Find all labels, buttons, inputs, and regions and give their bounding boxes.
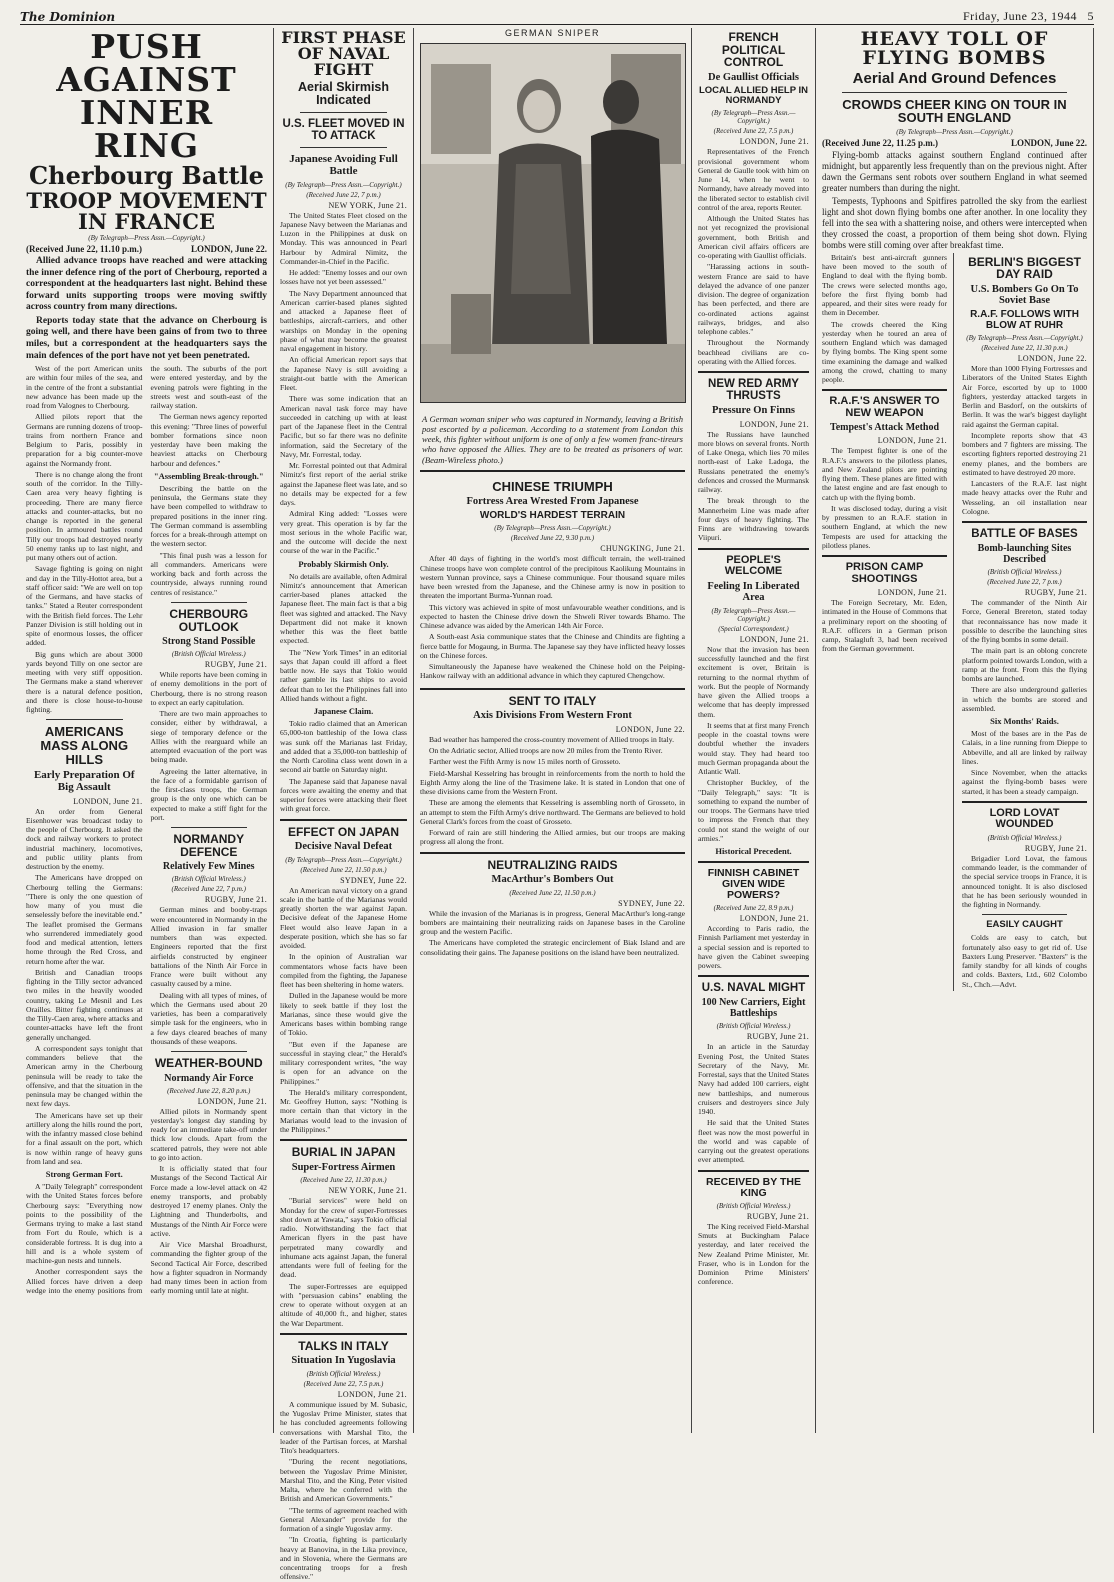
section-title: SENT TO ITALY — [508, 693, 597, 708]
paragraph: Admiral King added: "Losses were very great. This operation is by far the most serious in the whole Pacific war, and the outcome will decide the next course of the war in the Pacific." — [280, 509, 407, 556]
paragraph: Now that the invasion has been successfully launched and the first excitement is over, Britain is returning to the normal rhythm of work. But the people of Normandy have given the Allied troops a welcome that has deeply impressed them. — [698, 644, 809, 719]
dateline: LONDON, June 21. — [337, 1389, 407, 1399]
paragraph: Throughout the Normandy beachhead civilians are co-operating with the Allied forces. — [698, 338, 809, 366]
section-subtitle: Feeling In Liberated Area — [707, 580, 800, 604]
paragraph: Tokio radio claimed that an American 65,000-ton battleship of the Iowa class was sunk off the Marianas last Friday, and added that a 35,000-ton battleship of the North Carolina class went down in a second air battle on Saturday night. — [280, 719, 407, 775]
received: (Received June 22, 7 p.m.) — [306, 190, 381, 199]
section-title: R.A.F.'S ANSWER TO NEW WEAPON — [829, 395, 940, 419]
paragraph: According to Paris radio, the Finnish Parliament met yesterday in a special session and is reported to have given the Cabinet sweeping powers. — [698, 924, 809, 971]
section-title: U.S. NAVAL MIGHT — [701, 982, 806, 995]
section-title: CHINESE TRIUMPH — [492, 478, 613, 494]
received-line: (Received June 22, 11.25 p.m.) LONDON, June 22. — [822, 138, 1087, 149]
dateline: LONDON, June 21. — [73, 796, 143, 806]
dateline: LONDON, June 21. — [877, 588, 947, 598]
paragraph: Bad weather has hampered the cross-country movement of Allied troops in Italy. — [429, 734, 674, 744]
paragraph: The "New York Times" in an editorial says that Japan could ill afford a fleet battle now. He says that Tokio would rather gamble its last ships to avoid defeat than to let the Philippines fall into Allied hands without a fight. — [280, 647, 407, 703]
masthead — [20, 6, 1094, 25]
paragraph: Forward of rain are still hindering the Allied armies, but our troops are making progress all along the front. — [420, 828, 685, 847]
paragraph: Savage fighting is going on night and day in the Tilly-Hottot area, but a staff officer said: "We are well on top of the Germans, and have stacks of tanks." Stated a Reuter correspondent with the British field forces. The Lehr Panzer Division is still holding out in spite of enormous losses, the officer added. — [26, 564, 143, 648]
paragraph: There was some indication that an American naval task force may have succeeded in catching up with at least part of the Japanese fleet in the Central Pacific, but so far there was no definite information, said the Secretary of the Navy, Mr. Forrestal, today. — [280, 394, 407, 459]
section-subtitle: Bomb-launching Sites Described — [977, 543, 1072, 566]
dateline: LONDON, June 21. — [739, 634, 809, 644]
paragraph: The Americans have set up their artillery along the hills round the port, with the infantry massed close behind for a final assault on the port, which is now within range of heavy guns from land and sea. — [26, 1110, 143, 1166]
subheading: Six Months' Raids. — [990, 716, 1059, 727]
subhead: Aerial Skirmish Indicated — [297, 80, 389, 108]
paragraph: Since November, when the attacks against the flying-bomb bases were started, it has been a steady campaign. — [962, 768, 1087, 796]
section-subtitle: 100 New Carriers, Eight Battleships — [701, 997, 806, 1020]
credit: (By Telegraph—Press Assn.—Copyright.) — [896, 128, 1013, 137]
paragraph: The Herald's military correspondent, Mr. Geoffrey Hutton, says: "Nothing is more certain than that victory in the Marianas would lead to the invasion of the Philippines." — [280, 1087, 407, 1134]
advert-title: EASILY CAUGHT — [986, 919, 1063, 931]
paragraph: Dealing with all types of mines, of which the Germans used about 20 varieties, has been a comparatively simple task for the engineers, who in a few days cleared beaches of many thousands of these weapons. — [150, 990, 267, 1046]
subheading: Probably Skirmish Only. — [298, 558, 389, 569]
paragraph: There is no change along the front south of the corridor. In the Tilly-Caen area very heavy fighting is proceeding. There are many fierce attacks and counter-attacks, but no change is reported in the general position. In armoured battles round Tilly our troops had destroyed nearly 50 enemy tanks up to last night, and put many others out of action. — [26, 469, 143, 563]
received: (Received June 22, 7.5 p.m.) — [303, 1379, 384, 1388]
paragraph: He said that the United States fleet was now the most powerful in the world and was capable of carrying out the greatest operations ever attempted. — [698, 1118, 809, 1165]
column-4 — [692, 28, 816, 1433]
section-subtitle: De Gaullist Officials — [708, 71, 799, 83]
column-5 — [816, 28, 1094, 1433]
paragraph: An official American report says that the Japanese Navy is still avoiding a straight-out battle with the American Fleet. — [280, 355, 407, 393]
dateline: RUGBY, June 21. — [1024, 588, 1087, 598]
paragraph: The Americans have completed the strategic encirclement of Biak Island and are consolidating their gains. The Japanese positions on the island have been neutralized. — [420, 938, 685, 957]
column-3 — [414, 28, 692, 1433]
sniper-photo — [420, 43, 686, 403]
received: (Received June 22, 8.20 p.m.) — [167, 1086, 251, 1095]
dateline: NEW YORK, June 21. — [328, 1186, 407, 1196]
section-subtitle: Strong Stand Possible — [162, 636, 256, 648]
paragraph: There are two main approaches to consider, either by withdrawal, a siege of temporary defence or the Allies with the rearguard while an attempted evacuation of the port was being made. — [150, 709, 267, 765]
paragraph: Most of the bases are in the Pas de Calais, in a line running from Dieppe to Abbeville, and all are linked by railway lines. — [962, 729, 1087, 766]
credit: (By Telegraph—Press Assn.—Copyright.) — [711, 606, 796, 623]
photo-caption: A German woman sniper who was captured in Normandy, leaving a British post escorted by a policeman. According to a statement from London this week, this fighter without uniform is one of only a few women franc-tireurs who have opposed the Allies. They are to be treated as prisoners of war. (Beam-Wireless photo.) — [422, 414, 683, 465]
paragraph: In an article in the Saturday Evening Post, the United States Secretary of the Navy, Mr. Forrestal, says that the United States Navy had added 100 carriers, eight new battleships, and numerous cruisers and destroyers since July 1940. — [698, 1042, 809, 1117]
paragraph: These are among the elements that Kesselring is assembling north of Grosseto, in an attempt to stem the Fifth Army's drive northward. The Germans are believed to hold General Clark's forces from the coast of Grosseto. — [420, 798, 685, 826]
section-subtitle: Fortress Area Wrested From Japanese — [466, 496, 639, 508]
paragraph: Agreeing the latter alternative, in the face of a formidable garrison of the first-class troops, the German group is the only one which can be expected to make a stiff fight for the port. — [150, 766, 267, 822]
section-subtitle: MacArthur's Bombers Out — [491, 874, 614, 886]
dateline: RUGBY, June 21. — [204, 660, 267, 670]
paragraph: It was disclosed today, during a visit by pressmen to an R.A.F. station in southern England, at which the new Tempests are used for attacking the pilotless planes. — [822, 503, 947, 550]
photo-label: GERMAN SNIPER — [504, 28, 600, 38]
section-subtitle: Decisive Naval Defeat — [294, 841, 393, 853]
lead-paragraph-2: Tempests, Typhoons and Spitfires patrolled the sky from the earliest light and shot down flying bombs one after another. In one locality they fell into the sea with a shattering noise, and others were intercepted when they crossed the coast, a proportion of them being shot down. Flying bombs were still coming over after breakfast time. — [822, 195, 1087, 250]
paragraph: German mines and booby-traps were encountered in Normandy in the Allied invasion in far smaller numbers than was expected. Engineers reported that the first airfields constructed by engineer battalions of the Ninth Air Force in France were built without any casualty caused by a mine. — [150, 905, 267, 989]
section-title: BATTLE OF BASES — [971, 528, 1078, 541]
paragraph: Lancasters of the R.A.F. last night made heavy attacks over the Ruhr and Wesseling, an oil installation near Cologne. — [962, 479, 1087, 516]
article-body — [26, 364, 267, 1296]
dateline: LONDON, June 21. — [877, 436, 947, 446]
section-title: NEW RED ARMY THRUSTS — [708, 378, 799, 403]
subheading: Strong German Fort. — [45, 1169, 123, 1180]
paragraph: The Foreign Secretary, Mr. Eden, intimated in the House of Commons that a preliminary report on the shooting of R.A.F. officers in a German prison camp, Stalagluft 3, had been received from the German government. — [822, 598, 947, 654]
dateline: RUGBY, June 21. — [746, 1032, 809, 1042]
paragraph: British and Canadian troops fighting in the Tilly sector advanced two miles in the heavily wooded country, taking Le Mesnil and Les Orailles. Bitter fighting continues at the Tilly-Caen area, where attacks and counter-attacks have left the front generally unchanged. — [26, 967, 143, 1042]
section-subtitle: U.S. Bombers Go On To Soviet Base — [970, 283, 1079, 307]
paragraph: Mr. Forrestal pointed out that Admiral Nimitz's first report of the aerial strike against the Japanese fleet was late, and so no details may be expected for a few days. — [280, 461, 407, 508]
section-subtitle: LOCAL ALLIED HELP IN NORMANDY — [698, 85, 809, 107]
paragraph: The Americans have dropped on Cherbourg telling the Germans: "There is only the one question of how many of you must die senselessly before the inevitable end." The leaflet promised the Germans who surrendered immediately good food and medical attention, letters home through the Red Cross, and return home after the war. — [26, 873, 143, 966]
paragraph: Allied pilots report that the Germans are running dozens of troop-trains from northern France and Belgium to Paris, possibly in preparation for a big counter-move against the Normandy front. — [26, 412, 143, 468]
paragraph: Air Vice Marshal Broadhurst, commanding the fighter group of the Second Tactical Air Force, described how a fighter squadron in Normandy had many times been in action from early morning until late at night. — [150, 1240, 267, 1296]
paragraph: "Harassing actions in south-western France are said to have delayed the advance of one panzer division. The degree of organization has been perfected, and there are co-ordinated actions against railways, bridges, and also telephone cables." — [698, 262, 809, 337]
section-title: FRENCH POLITICAL CONTROL — [721, 30, 786, 70]
section-subtitle: Early Preparation Of Big Assault — [33, 769, 135, 794]
paragraph: The crowds cheered the King yesterday when he toured an area of southern England which was damaged by flying bombs. The King spent some time examining the damage and walked among the crowd, chatting to many people. — [822, 319, 947, 384]
dateline: CHUNGKING, June 21. — [600, 544, 685, 554]
received: (Received June 22, 8.9 p.m.) — [713, 904, 794, 913]
paragraph: A communique issued by M. Subasic, the Yugoslav Prime Minister, states that he has concluded agreements following conversations with Marshal Tito, the leader of the Partisan forces, at Marshal Tito's headquarters. — [280, 1399, 407, 1456]
paragraph: Britain's best anti-aircraft gunners have been moved to the south of England to deal with the flying bomb. The crews were selected months ago, before the first flying bomb had appeared, and their sites were ready for them in December. — [822, 252, 947, 318]
credit: (British Official Wireless.) — [716, 1201, 791, 1210]
paragraph: Although the United States has not yet recognized the provisional government, both British and American civil affairs officers are co-operating with Gaullist officials. — [698, 214, 809, 261]
received: (Received June 22, 7.5 p.m.) — [713, 127, 794, 136]
section-title: EFFECT ON JAPAN — [287, 824, 400, 839]
paragraph: It seems that at first many French people in the coastal towns were doubtful whether the invaders would stay. They had heard too much German propaganda about the Atlantic Wall. — [698, 720, 809, 777]
paragraph: Simultaneously the Japanese have weakened the Chinese hold on the Peiping-Hankow railway with an additional advance in which they captured Chengchow. — [420, 662, 685, 681]
side-articles — [962, 253, 1087, 991]
received: (Received June 22, 11.50 p.m.) — [509, 888, 596, 897]
section-title: CHERBOURG OUTLOOK — [169, 606, 249, 634]
paragraph: An American naval victory on a grand scale in the battle of the Marianas would greatly shorten the war against Japan. Decisive defeat of the Japanese Home Fleet would also leave Japan in a desperate position, which she has so far avoided. — [280, 885, 407, 951]
paragraph: After 40 days of fighting in the world's most difficult terrain, the well-trained Chinese troops have won complete control of the precipitous Kaolikung Mountains in western Yunnan province, says a Chinese communique. Four thousand square miles have been wrested from the Japanese, and the Chinese army is now in position to threaten the important Burma-Yunnan road. — [420, 554, 685, 601]
dateline: LONDON, June 21. — [739, 419, 809, 429]
section-subtitle: WORLD'S HARDEST TERRAIN — [479, 509, 626, 521]
credit: (British Official Wireless.) — [987, 833, 1062, 842]
dateline: RUGBY, June 21. — [746, 1211, 809, 1221]
subhead-cherbourg: Cherbourg Battle — [29, 161, 264, 190]
received: (Received June 22, 11.50 p.m.) — [300, 865, 387, 874]
received: (Received June 22, 9.30 p.m.) — [510, 534, 595, 543]
subheading: "Assembling Break-through." — [153, 470, 264, 481]
dateline: LONDON, June 21. — [739, 914, 809, 924]
credit: (British Official Wireless.) — [716, 1022, 791, 1031]
paragraph: Representatives of the French provisional government whom General de Gaulle took with him on June 14, when he went to Normandy, have already moved into the liberated sector to establish civil control of the area, reports Reuter. — [698, 147, 809, 212]
received: (Received June 22, 7 p.m.) — [171, 885, 246, 894]
paragraph: The German news agency reported this evening: "Three lines of powerful bomber formations since noon yesterday have been making the heaviest attacks on Cherbourg harbour and defences." — [150, 412, 267, 468]
section-title: WEATHER-BOUND — [154, 1056, 263, 1071]
section-title: BERLIN'S BIGGEST DAY RAID — [968, 254, 1081, 282]
paragraph: Another correspondent says the Allied forces have driven a deep wedge into the enemy positions from the south. The suburbs of the port were entered yesterday, and by the evening patrols were fighting in the streets west and south-east of the railway station. — [26, 364, 267, 1295]
paragraph: On the Adriatic sector, Allied troops are now 20 miles from the Trento River. — [429, 746, 663, 756]
section-subtitle: Tempest's Attack Method — [829, 422, 940, 434]
dateline: SYDNEY, June 22. — [618, 898, 685, 908]
credit: (British Official Wireless.) — [987, 568, 1062, 577]
section-title: FINNISH CABINET GIVEN WIDE POWERS? — [707, 867, 800, 902]
credit: (By Telegraph—Press Assn.—Copyright.) — [711, 109, 796, 126]
paragraph: The Japanese said that Japanese naval forces were awaiting the enemy and that superior forces were attacking their fleet with great force. — [280, 776, 407, 814]
paragraph: "During the recent negotiations, between the Yugoslav Prime Minister, Marshal Tito, and the King, Peter visited Malta, where he conferred with the British and American Governments." — [280, 1457, 407, 1504]
paragraph: "In Croatia, fighting is particularly heavy at Banovina, in the Lika province, and in Slovenia, where the Germans are concentrating troops for a fresh offensive." — [280, 1535, 407, 1582]
chinese-triumph-article — [420, 477, 685, 683]
dateline: RUGBY, June 21. — [204, 895, 267, 905]
advert-text: Colds are easy to catch, but fortunately also easy to get rid of. Use Baxters Lung Preserver. "Baxters" is the family standby for all kinds of coughs and colds. Baxters, Ltd., 602 Colombo St., Chch.—Advt. — [962, 933, 1087, 989]
issue-date: Friday, June 23, 1944 5 — [962, 9, 1094, 23]
paragraph: The main part is an oblong concrete platform pointed towards London, with a ramp at the front. From this the flying bombs are launched. — [962, 646, 1087, 684]
lead-paragraph: Allied advance troops have reached and were attacking the inner defence ring of the port of Cherbourg, reported a correspondent at the headquarters last night. Behind these forward units supporting troops were moving swiftly across country from many directions. — [26, 256, 267, 313]
paragraph: The United States Fleet closed on the Japanese Navy between the Marianas and Luzon in the Philippines at dusk on Monday. This was announced in Pearl Harbour by Admiral Nimitz, the Commander-in-Chief in the Pacific. — [280, 210, 407, 266]
paragraph: Describing the battle on the peninsula, the Germans state they have been compelled to withdraw to prepared positions in the inner ring. The German command is assembling forces for a break-through attempt on the western sector. — [150, 483, 267, 549]
column-1 — [20, 28, 274, 1433]
credit: (British Official Wireless.) — [171, 650, 246, 659]
paragraph: The commander of the Ninth Air Force, General Brereton, stated today that reconnaissance has now made it possible to describe the launching sites of the flying bombs in some detail. — [962, 598, 1087, 645]
paragraph: The break through to the Mannerheim Line was made after four days of heavy fighting. The Finns are withdrawing towards Viipuri. — [698, 496, 809, 543]
dateline: LONDON, June 22. — [615, 724, 685, 734]
section-subtitle: Situation In Yugoslavia — [291, 1355, 396, 1367]
paragraph: The super-Fortresses are equipped with "persuasion cabins" enabling the crew to operate without oxygen at an altitude of 40,000 ft., and higher, states the War Department. — [280, 1281, 407, 1328]
paragraph: The Tempest fighter is one of the R.A.F.'s answers to the pilotless planes, and New Zealand pilots are pointing flying them. These planes are fitted with the latest engine and are fast enough to catch up with the flying bomb. — [822, 446, 947, 502]
headline-flying-bombs: HEAVY TOLL OF FLYING BOMBS — [860, 28, 1049, 69]
subheading: Historical Precedent. — [715, 846, 792, 857]
flying-bombs-continued — [822, 253, 954, 991]
credit: (By Telegraph—Press Assn.—Copyright.) — [285, 855, 402, 864]
paragraph: Dulled in the Japanese would be more likely to seek battle if they lost the Marianas, since these would give the Americans bases within bombing range of Tokio. — [280, 991, 407, 1038]
paragraph: This victory was achieved in spite of most unfavourable weather conditions, and is expected to hasten the Chinese drive down the Shweli River towards Bhamo. The Chinese advance was aided by the American 14th Air Force. — [420, 602, 685, 631]
headline-naval: FIRST PHASE OF NAVAL FIGHT — [281, 28, 406, 79]
lead-paragraph: Flying-bomb attacks against southern England continued after midnight, but apparently less frequently than on the previous night. After dawn the Germans sent robots over southern England in what seemed greater numbers than during the night. — [822, 150, 1087, 193]
section-title: RECEIVED BY THE KING — [706, 1175, 801, 1199]
paragraph: Field-Marshal Kesselring has brought in reinforcements from the north to hold the Eighth Army along the line of the Trasimene lake. It is stated in London that one of these divisions came from the Western Front. — [420, 768, 685, 797]
section-title: LORD LOVAT WOUNDED — [989, 806, 1060, 831]
credit: (By Telegraph—Press Assn.—Copyright.) — [494, 524, 611, 533]
credit: (British Official Wireless.) — [171, 875, 246, 884]
credit: (By Telegraph—Press Assn.—Copyright.) — [966, 334, 1083, 343]
received: (Received June 22, 11.30 p.m.) — [981, 344, 1068, 353]
paragraph: Brigadier Lord Lovat, the famous commando leader, is the commander of the special service troops in France, it is announced tonight. It is also disclosed that he has been seriously wounded in the fighting in Normandy. — [962, 853, 1087, 910]
credit: (British Official Wireless.) — [306, 1369, 381, 1378]
section-subtitle: Super-Fortress Airmen — [291, 1161, 396, 1173]
section-subtitle: Axis Divisions From Western Front — [473, 710, 632, 722]
lead-paragraph-2: Reports today state that the advance on Cherbourg is going well, and there have been gains of from two to three miles, but a correspondent at the headquarters says the main defences of the port have not yet been penetrated. — [26, 315, 267, 361]
paragraph: "This final push was a lesson for all commanders. Americans were working back and forth across the countryside, always running round centres of resistance." — [150, 550, 267, 597]
paragraph: Allied pilots in Normandy spent yesterday's longest day standing by ready for an immediate take-off under thick low clouds. Apart from the scattered patrols, they were not able to go into action. — [150, 1106, 267, 1162]
subhead: Japanese Avoiding Full Battle — [289, 153, 398, 178]
section-title: NEUTRALIZING RAIDS — [487, 857, 618, 872]
paragraph: The Navy Department announced that American carrier-based planes sighted and attacked a Japanese fleet of battleships, aircraft-carriers, and other warships on Monday in the opening phase of what may become the greatest naval engagement in history. — [280, 288, 407, 354]
paragraph: "Burial services" were held on Monday for the crew of super-Fortresses shot down at Yawata," says Tokio official radio. Notwithstanding the fact that American flyers in the past have perpetrated many cowardly and inhumane acts against Japan, the funeral attendants were full of feeling for the dead. — [280, 1196, 407, 1280]
paragraph: An order from General Eisenhower was broadcast today to the people of Cherbourg. It asked the dock and railway workers to protect industrial machinery, locomotives, and public utility plants from destruction by the enemy. — [26, 806, 143, 872]
section-subtitle: Normandy Air Force — [164, 1072, 254, 1084]
paragraph: Farther west the Fifth Army is now 15 miles north of Grosseto. — [429, 757, 621, 767]
subhead: U.S. FLEET MOVED IN TO ATTACK — [282, 118, 405, 143]
section-subtitle: Pressure On Finns — [711, 405, 796, 417]
section-subtitle: R.A.F. FOLLOWS WITH BLOW AT RUHR — [970, 309, 1079, 331]
dateline: NEW YORK, June 21. — [328, 200, 407, 210]
headline-push: PUSH AGAINST INNER RING — [56, 27, 237, 165]
subhead-troop: TROOP MOVEMENT IN FRANCE — [26, 188, 267, 234]
dateline: LONDON, June 21. — [197, 1096, 267, 1106]
dateline: SYDNEY, June 22. — [340, 875, 407, 885]
section-title: PEOPLE'S WELCOME — [724, 553, 783, 578]
paragraph: Big guns which are about 3000 yards beyond Tilly on one sector are meeting with very stiff opposition. The Germans make a stand wherever there is a natural defence position, and there is close house-to-house fighting. — [26, 649, 143, 715]
paragraph: No details are available, often Admiral Nimitz's announcement that American carrier-based planes attacked the Japanese fleet. The main fact is that a big fleet was sighted and attacked. The Navy Department did not make it known whether this was the fleet battle expected. — [280, 571, 407, 646]
received: (Received June 22, 11.30 p.m.) — [300, 1176, 387, 1185]
dateline: LONDON, June 22. — [1017, 354, 1087, 364]
paper-name: The Dominion — [20, 10, 116, 24]
section-title: TALKS IN ITALY — [298, 1338, 389, 1353]
paragraph: West of the port American units are within four miles of the sea, and in the centre of the front a substantial new advance has been made up the road from Valognes to Cherbourg. — [26, 364, 143, 411]
paragraph: The King received Field-Marshal Smuts at Buckingham Palace yesterday, and later received the New Zealand Prime Minister, Mr. Fraser, who is in London for the Dominion Prime Ministers' conference. — [698, 1221, 809, 1287]
section-title: AMERICANS MASS ALONG HILLS — [40, 724, 129, 767]
paragraph: He added: "Enemy losses and our own losses have not yet been assessed." — [280, 268, 407, 287]
received: (Received June 22, 7 p.m.) — [987, 578, 1062, 587]
subheading: Japanese Claim. — [313, 706, 374, 717]
credit: (By Telegraph—Press Assn.—Copyright.) — [285, 180, 402, 189]
section-subtitle: Relatively Few Mines — [162, 861, 255, 873]
subhead: CROWDS CHEER KING ON TOUR IN SOUTH ENGLAND — [842, 96, 1067, 126]
paragraph: While the invasion of the Marianas is in progress, General MacArthur's long-range bombers are maintaining their neutralizing raids on Japanese bases in the Caroline group and the western Pacific. — [420, 908, 685, 937]
dateline: LONDON, June 21. — [739, 137, 809, 147]
paragraph: The Russians have launched more blows on several fronts. North of Lake Onega, which lies 70 miles north-east of Lake Ladoga, the Russians penetrated the enemy's defences and crossed the Murmansk railway. — [698, 429, 809, 495]
section-title: NORMANDY DEFENCE — [173, 832, 245, 859]
column-2 — [274, 28, 414, 1582]
paragraph: It is officially stated that four Mustangs of the Second Tactical Air Force made a low-level attack on 42 enemy transports, and probably destroyed 17 enemy planes. Only the Lightning and Thunderbolts, and Mustangs of the Ninth Air Force were active. — [150, 1164, 267, 1238]
paragraph: "But even if the Japanese are successful in staying clear," the Herald's military correspondent writes, "the way is open for an advance on the Philippines." — [280, 1039, 407, 1086]
paragraph: Christopher Buckley, of the "Daily Telegraph," says: "It is something to expand the number of our troops. The Germans have tried to impress the French that they could not stand the weight of our armies." — [698, 778, 809, 843]
paragraph: More than 1000 Flying Fortresses and Liberators of the United States Eighth Air Force, escorted by up to 1000 fighters, yesterday attacked targets in Berlin and Basdorf, on the outskirts of Berlin. It was the war's biggest daylight raid against the German capital. — [962, 364, 1087, 429]
paragraph: "The terms of agreement reached with General Alexander" provide for the formation of a single Yugoslav army. — [280, 1505, 407, 1534]
paragraph: While reports have been coming in of enemy demolitions in the port of Cherbourg, there is no strong reason to expect an early capitulation. — [150, 670, 267, 707]
paragraph: In the opinion of Australian war commentators whose facts have been compiled from the fighting, the Japanese fleet has been sheltering in home waters. — [280, 952, 407, 990]
subhead: Aerial And Ground Defences — [852, 70, 1057, 87]
paragraph: A "Daily Telegraph" correspondent with the United States forces before Cherbourg says: "Everything now points to the possibility of the Germans trying to make a last stand from Fort du Roule, which is a considerable fortress. It is dug into a hill and is a whole system of machine-gun nests and tunnels. — [26, 1182, 143, 1266]
received-line: (Received June 22, 11.10 p.m.) LONDON, June 22. — [26, 244, 267, 254]
dateline: RUGBY, June 21. — [1024, 843, 1087, 853]
credit: (By Telegraph—Press Assn.—Copyright.) — [88, 234, 205, 242]
paragraph: There are also underground galleries in which the bombs are stored and assembled. — [962, 685, 1087, 713]
paragraph: A South-east Asia communique states that the Chinese and Chindits are fighting a fierce battle for Mogaung, in Burma. The Japanese say they have inflicted heavy losses on the Chinese forces. — [420, 632, 685, 660]
credit: (Special Correspondent.) — [718, 624, 789, 633]
section-title: PRISON CAMP SHOOTINGS — [845, 561, 924, 585]
paragraph: A correspondent says tonight that commanders believe that the American army in the Cherbourg peninsula will be ready to take the offensive, and that the situation in the peninsula may be changed within the next few days. — [26, 1043, 143, 1109]
section-title: BURIAL IN JAPAN — [291, 1145, 396, 1160]
paragraph: Incomplete reports show that 43 bombers and 7 fighters are missing. The escorting fighters reported destroying 21 enemy planes, and the bombers are estimated to have destroyed 20 more. — [962, 430, 1087, 477]
